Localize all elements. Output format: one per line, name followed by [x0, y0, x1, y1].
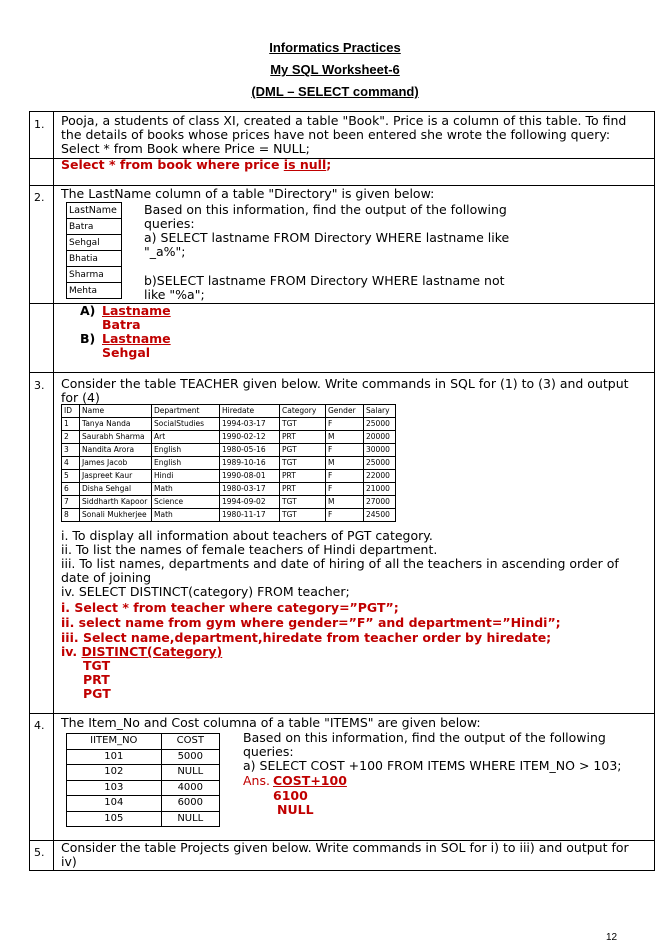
teacher-table	[61, 404, 396, 522]
table-cell: 22000	[364, 470, 396, 483]
table-cell: 1980-11-17	[220, 509, 280, 522]
table-row	[67, 811, 220, 827]
table-cell: Siddharth Kapoor	[80, 496, 152, 509]
table-row	[67, 765, 220, 781]
column-header: ID	[62, 405, 80, 418]
table-cell: Batra	[67, 219, 122, 235]
q3-question-iii-cont: date of joining	[61, 570, 152, 585]
q3-question-iv: iv. SELECT DISTINCT(category) FROM teacher;	[61, 584, 350, 599]
table-row	[62, 431, 396, 444]
column-header: Hiredate	[220, 405, 280, 418]
question-number: 2.	[34, 191, 45, 204]
q2-answer-a-value: Batra	[102, 317, 141, 332]
table-cell: 5	[62, 470, 80, 483]
table-cell: Bhatia	[67, 251, 122, 267]
table-cell: 6	[62, 483, 80, 496]
table-cell: Science	[152, 496, 220, 509]
table-cell: 25000	[364, 457, 396, 470]
q4-answer-value: 6100	[273, 788, 308, 803]
table-row	[67, 235, 122, 251]
q3-answer-iv-value: PGT	[83, 686, 111, 701]
table-row	[62, 509, 396, 522]
table-cell: PRT	[280, 483, 326, 496]
question-number: 5.	[34, 846, 45, 859]
q5-line-2: iv)	[61, 854, 77, 869]
q3-question-ii: ii. To list the names of female teachers of Hindi department.	[61, 542, 438, 557]
table-cell: 24500	[364, 509, 396, 522]
table-cell: 21000	[364, 483, 396, 496]
q2-side-6: b)SELECT lastname FROM Directory WHERE lastname not	[144, 273, 505, 288]
table-cell: James Jacob	[80, 457, 152, 470]
q5-line-1: Consider the table Projects given below. Write commands in SOL for i) to iii) and output for	[61, 840, 629, 855]
table-cell: 1994-03-17	[220, 418, 280, 431]
table-row	[67, 749, 220, 765]
table-cell: TGT	[280, 418, 326, 431]
q2-side-7: like "%a";	[144, 287, 205, 302]
column-header: COST	[161, 734, 219, 750]
items-table	[66, 733, 220, 827]
table-cell: Sharma	[67, 267, 122, 283]
table-header-cell: LastName	[67, 203, 122, 219]
table-cell: 2	[62, 431, 80, 444]
table-cell: NULL	[161, 811, 219, 827]
row-divider	[29, 372, 654, 373]
table-cell: TGT	[280, 496, 326, 509]
table-cell: F	[326, 418, 364, 431]
table-cell: 1990-02-12	[220, 431, 280, 444]
table-row	[62, 444, 396, 457]
table-header-row	[62, 405, 396, 418]
q2-side-3: a) SELECT lastname FROM Directory WHERE lastname like	[144, 230, 510, 245]
table-cell: 4	[62, 457, 80, 470]
column-header: Name	[80, 405, 152, 418]
table-cell: 6000	[161, 796, 219, 812]
q2-answer-a-head: Lastname	[102, 303, 171, 318]
q1-answer: Select * from book where price is null;	[61, 157, 332, 172]
table-cell: Mehta	[67, 283, 122, 299]
table-row	[62, 483, 396, 496]
q3-answer-iii: iii. Select name,department,hiredate from teacher order by hiredate;	[61, 630, 552, 645]
q3-question-i: i. To display all information about teachers of PGT category.	[61, 528, 433, 543]
table-cell: Sonali Mukherjee	[80, 509, 152, 522]
table-cell: F	[326, 470, 364, 483]
q4-side-3: a) SELECT COST +100 FROM ITEMS WHERE ITEM_NO > 103;	[243, 758, 622, 773]
column-header: Gender	[326, 405, 364, 418]
table-row	[67, 796, 220, 812]
table-cell: 1980-05-16	[220, 444, 280, 457]
table-cell: 5000	[161, 749, 219, 765]
table-row	[62, 457, 396, 470]
worksheet-topic: (DML – SELECT command)	[251, 84, 419, 99]
table-cell: 1994-09-02	[220, 496, 280, 509]
table-cell: 102	[67, 765, 162, 781]
q4-answer-value: NULL	[277, 802, 314, 817]
q2-answer-b-value: Sehgal	[102, 345, 151, 360]
table-row	[62, 470, 396, 483]
q1-line-2: the details of books whose prices have not been entered she wrote the following query:	[61, 127, 611, 142]
question-number: 4.	[34, 719, 45, 732]
table-cell: TGT	[280, 509, 326, 522]
q4-side-2: queries:	[243, 744, 294, 759]
table-cell: English	[152, 444, 220, 457]
q2-answer-a-label: A)	[80, 303, 96, 318]
q2-answer-b-label: B)	[80, 331, 96, 346]
table-cell: 20000	[364, 431, 396, 444]
question-number: 1.	[34, 118, 45, 131]
table-cell: F	[326, 483, 364, 496]
table-cell: 3	[62, 444, 80, 457]
table-cell: Disha Sehgal	[80, 483, 152, 496]
table-cell: PRT	[280, 431, 326, 444]
q3-answer-iv-value: TGT	[83, 658, 111, 673]
table-cell: 30000	[364, 444, 396, 457]
q3-intro-1: Consider the table TEACHER given below. Write commands in SQL for (1) to (3) and output	[61, 376, 629, 391]
q3-answer-i: i. Select * from teacher where category=”PGT”;	[61, 600, 399, 615]
row-divider	[29, 713, 654, 714]
table-row	[67, 780, 220, 796]
table-cell: Tanya Nanda	[80, 418, 152, 431]
table-cell: Sehgal	[67, 235, 122, 251]
table-cell: 25000	[364, 418, 396, 431]
table-cell: 4000	[161, 780, 219, 796]
lastname-table	[66, 202, 122, 299]
table-cell: M	[326, 496, 364, 509]
table-row	[67, 219, 122, 235]
q3-question-iii: iii. To list names, departments and date of hiring of all the teachers in ascending order of	[61, 556, 619, 571]
table-cell: Hindi	[152, 470, 220, 483]
q1-line-1: Pooja, a students of class XI, created a table "Book". Price is a column of this table. To find	[61, 113, 627, 128]
q4-answer-label: Ans.	[243, 773, 270, 788]
table-cell: 101	[67, 749, 162, 765]
q4-intro: The Item_No and Cost columna of a table "ITEMS" are given below:	[61, 715, 481, 730]
table-cell: Math	[152, 483, 220, 496]
table-cell: SocialStudies	[152, 418, 220, 431]
q3-answer-iv: iv. DISTINCT(Category)	[61, 644, 223, 659]
doc-subject: Informatics Practices	[269, 40, 401, 55]
q2-side-1: Based on this information, find the output of the following	[144, 202, 507, 217]
table-cell: Math	[152, 509, 220, 522]
table-row	[67, 267, 122, 283]
table-row	[67, 203, 122, 219]
table-cell: 105	[67, 811, 162, 827]
q3-intro-2: for (4)	[61, 390, 100, 405]
table-cell: 27000	[364, 496, 396, 509]
question-number: 3.	[34, 379, 45, 392]
table-cell: PGT	[280, 444, 326, 457]
q1-line-3: Select * from Book where Price = NULL;	[61, 141, 310, 156]
q2-answer-b-head: Lastname	[102, 331, 171, 346]
table-cell: 1990-08-01	[220, 470, 280, 483]
table-cell: 104	[67, 796, 162, 812]
table-cell: 8	[62, 509, 80, 522]
table-cell: 1989-10-16	[220, 457, 280, 470]
column-header: Salary	[364, 405, 396, 418]
q3-answer-iv-value: PRT	[83, 672, 110, 687]
q4-side-1: Based on this information, find the output of the following	[243, 730, 606, 745]
q4-answer-head: COST+100	[273, 773, 347, 788]
q2-intro: The LastName column of a table "Directory" is given below:	[61, 186, 435, 201]
number-column-divider	[53, 111, 54, 871]
table-cell: F	[326, 509, 364, 522]
worksheet-title: My SQL Worksheet-6	[270, 62, 400, 77]
table-cell: PRT	[280, 470, 326, 483]
table-cell: M	[326, 431, 364, 444]
table-row	[67, 283, 122, 299]
q2-side-4: "_a%";	[144, 244, 186, 259]
column-header: Department	[152, 405, 220, 418]
page-number: 12	[606, 932, 618, 943]
table-cell: NULL	[161, 765, 219, 781]
table-cell: English	[152, 457, 220, 470]
table-cell: 1	[62, 418, 80, 431]
table-row	[67, 251, 122, 267]
table-header-row	[67, 734, 220, 750]
table-cell: 7	[62, 496, 80, 509]
column-header: IITEM_NO	[67, 734, 162, 750]
table-cell: Art	[152, 431, 220, 444]
table-row	[62, 418, 396, 431]
table-cell: Saurabh Sharma	[80, 431, 152, 444]
table-cell: M	[326, 457, 364, 470]
table-cell: Nandita Arora	[80, 444, 152, 457]
table-cell: F	[326, 444, 364, 457]
table-cell: 103	[67, 780, 162, 796]
table-cell: Jaspreet Kaur	[80, 470, 152, 483]
table-row	[62, 496, 396, 509]
table-cell: TGT	[280, 457, 326, 470]
q2-side-2: queries:	[144, 216, 195, 231]
column-header: Category	[280, 405, 326, 418]
table-cell: 1980-03-17	[220, 483, 280, 496]
q3-answer-ii: ii. select name from gym where gender=”F” and department=”Hindi”;	[61, 615, 561, 630]
